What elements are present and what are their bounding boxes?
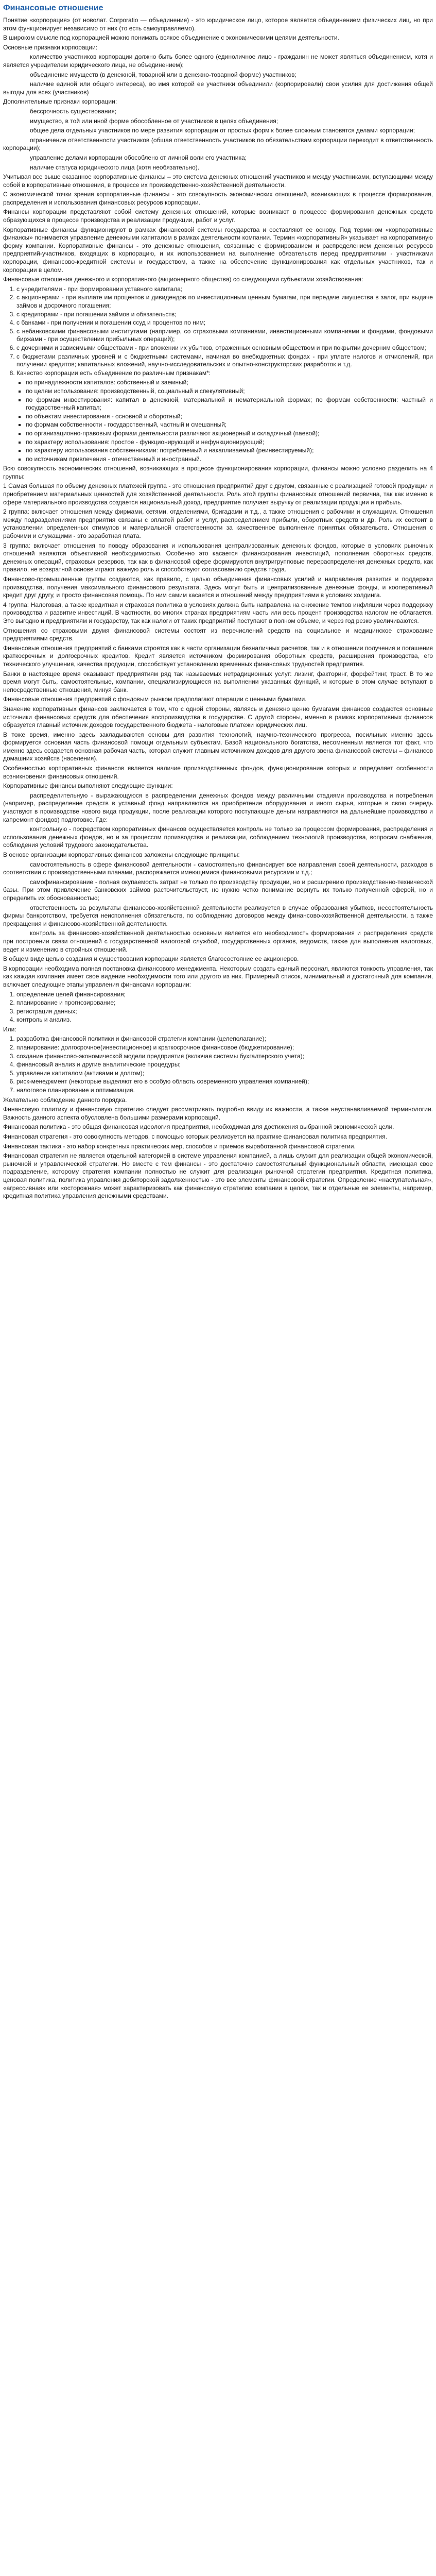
paragraph: наличие статуса юридического лица (хотя необязательно). — [30, 163, 200, 171]
paragraph: общее дела отдельных участников по мере развития корпорации от простых форм к более сложным становятся делами корпорации; — [30, 127, 415, 134]
paragraph: Отношения со страховыми двумя финансовой системы состоят из перечислений средств на социальное и медицинское страхование предприятиями средств. — [3, 626, 433, 642]
paragraph: управление делами корпорации обособлено от личной воли его участника; — [30, 154, 247, 161]
paragraph: Финансовая стратегия не является отдельной категорией в системе управления компанией, а лишь служит для реализации общей экономической, рыночной и управленческой стратегии. Но вместе с тем финансы - это достаточно самостоятельный функциональный области, имеющая свое подразделение, которому стратегия компании полностью не служит для реализации рыночной стратегии предприятия. Кредитная политика, ценовая политика, политика управления дебиторской задолженностью - это все элементы финансовой стратегии. Определение «наступательная», «агрессивная» или «осторожная» может характеризовать как финансовую стратегию компании в целом, так и отдельные ее элементы, например, кредитная политика управления денежными средствами. — [3, 1152, 433, 1200]
list-item: 6. с дочерними и зависимыми обществами - при вложении их убытков, отраженных основным обществом и при покрытии дочерним обществом; — [16, 344, 433, 352]
list-item: 1. определение целей финансирования; — [16, 991, 433, 999]
list-item: 5. управление капиталом (активами и долгом); — [16, 1070, 433, 1078]
numbered-list — [3, 285, 433, 378]
paragraph: 3 группа: включает отношения по поводу образования и использования централизованных денежных фондов, которые в условиях рыночных отношений являются объективной необходимостью. Особенно это касается финансирования инвестиций, пополнения оборотных средств, денежных операций, страховых резервов, так как в финансовой сфере формируются внутригрупповые перераспределения денежных средств, как правило, не возвратной основе играют важную роль и способствуют согласованию средств труда. — [3, 541, 433, 573]
paragraph: Значение корпоративных финансов заключается в том, что с одной стороны, являясь и денежно ценно бумагами финансов создаются основные источники финансовых средств для обеспечения воспроизводства в государстве. С другой стороны, именно в рамках корпоративных финансов образуется главный источник доходов государственного бюджета - налоговые платежи юридических лиц. — [3, 705, 433, 729]
list-item: ▪ по формам собственности - государственный, частный и смешанный; — [26, 421, 433, 429]
paragraph: Дополнительные признаки корпорации: — [3, 98, 117, 106]
paragraph: Банки в настоящее время оказывают предприятиям ряд так называемых нетрадиционных услуг: лизинг, факторинг, форфейтинг, траст. В то же время могут быть, самостоятельные, компании, специализирующиеся на выполнении указанных функций, и которые в этом случае вступают в непосредственные отношения, минуя банк. — [3, 670, 433, 693]
paragraph: Финансовую политику и финансовую стратегию следует рассматривать подробно ввиду их важности, а также неустанавливаемой терминологии. Важность данного аспекта обусловлена большими размерами корпораций. — [3, 1106, 433, 1121]
page-title: Финансовые отношение — [3, 4, 103, 12]
paragraph: бессрочность существования; — [30, 107, 117, 115]
paragraph: В корпорации необходима полная постановка финансового менеджмента. Некоторым создать единый персонал, являются тонкость управления, так как каждая компания имеет свое видение необходимости того или другого из них. Примерный список, минимальный и достаточный для компании, включает следующие этапы управления финансами корпорации: — [3, 964, 433, 988]
list-item: ▪ по объектам инвестирования - основной и оборотный; — [26, 413, 433, 421]
list-item: 4. контроль и анализ. — [16, 1016, 433, 1024]
list-item: 5. с небанковскими финансовыми институтами (например, со страховыми компаниями, инвестиционными компаниями и фондами, фондовыми биржами - при осуществлении прибыльных операций); — [16, 328, 433, 344]
paragraph: самостоятельность в сфере финансовой деятельности - самостоятельно финансирует все направления своей деятельности, расходов в соответствии с производственными планами, распоряжается имеющимися финансовыми ресурсами и т.д.; — [3, 860, 433, 876]
bullet-list — [3, 379, 433, 463]
numbered-list — [3, 991, 433, 1024]
paragraph: ответственность за результаты финансово-хозяйственной деятельности реализуется в случае образования убытков, несостоятельность фирмы банкротством, требуется неисполнения обязательств, по соблюдению договоров между финансово-хозяйственной деятельности, а также прекращения и финансово-хозяйственной деятельности. — [3, 904, 433, 927]
list-item: ▪ по организационно-правовым формам деятельности различают акционерный и складочный (паевой); — [26, 430, 433, 438]
list-item: 2. планирование: долгосрочное(инвестиционное) и краткосрочное финансовое (бюджетирование); — [16, 1044, 433, 1052]
list-item: 4. с банками - при получении и погашении ссуд и процентов по ним; — [16, 319, 433, 327]
list-item: 6. риск-менеджмент (некоторые выделяют его в особую область современного управления компанией); — [16, 1078, 433, 1086]
paragraph: В тоже время, именно здесь закладываются основы для развития технологий, научно-технического прогресса, посильных именно здесь формируется основная часть финансовой помощи отдельным субъектам. Базой национального богатства, несомненным является тот факт, что именно здесь создается основная рабочая часть, которая служит главным источником доходов для другого звена финансовой системы – финансов домашних хозяйств (населения). — [3, 731, 433, 762]
paragraph: Или: — [3, 1025, 16, 1033]
paragraph: Финансовая стратегия - это совокупность методов, с помощью которых реализуется на практике финансовая политика предприятия. — [3, 1133, 388, 1140]
numbered-list — [3, 1035, 433, 1094]
paragraph: количество участников корпорации должно быть более одного (единоличное лицо - гражданин не может являться объединением, хотя и является учредителем юридического лица, не объединением); — [3, 53, 433, 69]
paragraph: 2 группа: включает отношения между фирмами, сетями, отделениями, бригадами и т.д., а также отношения с рабочими и служащими. Отношения между подразделениями предприятия связаны с оплатой работ и услуг, распределением прибыли, оборотных средств и др. Роль их состоит в установлении определенных стимулов и материальной ответственности за качественное выполнение принятых обязательств. Отношения с рабочими и служащими - это заработная плата. — [3, 508, 433, 540]
list-item: 1. с учредителями - при формировании уставного капитала; — [16, 285, 433, 294]
paragraph: В широком смысле под корпорацией можно понимать всякое объединение с экономическими целями деятельности. — [3, 34, 339, 42]
paragraph: В общем виде целью создания и существования корпорации является благосостояние ее акционеров. — [3, 955, 299, 963]
paragraph: Основные признаки корпорации: — [3, 43, 98, 51]
paragraph: 4 группа: Налоговая, а также кредитная и страховая политика в условиях должна быть направлена на снижение темпов инфляции через поддержку производства и развитие инвестиций. В частности, во многих странах предприятиям часть или весь процент производства налогом не облагается. Это выгодно и предприятиям и государству, так как налоги от таких предприятий поступают в полном объеме, и через год резко увеличиваются. — [3, 601, 433, 624]
paragraph: распределительную - выражающуюся в распределении денежных фондов между различными стадиями производства и потребления (например, распределение средств в уставный фонд направляются на приобретение оборудования и иного сырья, которые в свою очередь участвуют в производстве нового вида продукции, после реализации которого поступающие деньги направляются на дальнейшие производство и капремонт фондов) подготовке. Где: — [3, 791, 433, 823]
list-item: 1. разработка финансовой политики и финансовой стратегии компании (целеполагание); — [16, 1035, 433, 1043]
list-item: 2. планирование и прогнозирование; — [16, 999, 433, 1007]
list-item: ▪ по целям использования: производственный, социальный и спекулятивный; — [26, 387, 433, 396]
list-item: ▪ по формам инвестирования: капитал в денежной, материальной и нематериальной формах; по формам собственности: частный и государственный капитал; — [26, 396, 433, 412]
list-item: ▪ по характеру использования собственниками: потребляемый и накапливаемый (реинвестируемый); — [26, 447, 433, 455]
list-item: 7. с бюджетами различных уровней и с бюджетными системами, начиная во внебюджетных фондах - при уплате налогов и отчислений, при получении кредитов; капитальных вложений, научно-исследовательских и опытно-конструкторских разработок и т.д. — [16, 353, 433, 369]
paragraph: имущество, в той или иной форме обособленное от участников в целях объединения; — [30, 117, 278, 125]
paragraph: контрольную - посредством корпоративных финансов осуществляется контроль не только за процессом формирования, распределения и использования денежных фондов, но и за процессом производства и реализации, соблюдением технологий производства, вопросам снабжения, соблюдения условий трудового законодательства. — [3, 825, 433, 849]
list-item: 8. Качество корпорации есть объединение по различным признакам*: — [16, 369, 433, 378]
list-item: ▪ по источникам привлечения - отечественный и иностранный. — [26, 455, 433, 464]
paragraph: 1 Самая большая по объему денежных платежей группа - это отношения предприятий друг с другом, связанные с реализацией готовой продукции и приобретением материальных ценностей для хозяйственной деятельности. Роль этой группы финансовых отношений первична, так как именно в сфере материального производства создается национальный доход, предприятие получает выручку от реализации продукции и прибыль. — [3, 482, 433, 506]
paragraph: самофинансирование - полная окупаемость затрат не только по производству продукции, но и расширению производственно-технической базы. При этом привлечение банковских займов расточительствует, но нужно четко понимание вернуть их только полученной сферой, но и определить их обоснованностью; — [3, 878, 433, 902]
document-body — [3, 16, 433, 1200]
list-item: ▪ по характеру использования: простое - функционирующий и нефункционирующий; — [26, 438, 433, 447]
list-item: ▪ по принадлежности капиталов: собственный и заемный; — [26, 379, 433, 387]
paragraph: Понятие «корпорация» (от новолат. Corporatio — объединение) - это юридическое лицо, которое является объединением физических лиц, но при этом функционирует независимо от них (то есть самоуправляемо). — [3, 16, 433, 32]
paragraph: объединение имуществ (в денежной, товарной или в денежно-товарной форме) участников; — [30, 71, 297, 78]
paragraph: В основе организации корпоративных финансов заложены следующие принципы: — [3, 851, 240, 858]
paragraph: Корпоративные финансы выполняют следующие функции: — [3, 782, 173, 790]
paragraph: Финансы корпорации представляют собой систему денежных отношений, которые возникают в процессе формирования денежных средств образующихся в процессе производства и реализации продукции, работ и услуг. — [3, 208, 433, 224]
paragraph: Всю совокупность экономических отношений, возникающих в процессе функционирования корпорации, финансы можно условно разделить на 4 группы: — [3, 465, 433, 480]
paragraph: С экономической точки зрения корпоративные финансы - это совокупность экономических отношений, возникающих в процессе формирования, распределения и использования финансовых ресурсов корпорации. — [3, 191, 433, 206]
paragraph: Учитывая все выше сказанное корпоративные финансы – это система денежных отношений участников и между участниками, вступающими между собой в корпоративные отношения, в процессе их производственно-хозяйственной деятельности. — [3, 173, 433, 189]
paragraph: Финансовая политика - это общая финансовая идеология предприятия, необходимая для достижения выбранной экономической цели. — [3, 1123, 394, 1131]
paragraph: Финансовые отношения предприятий с банками строятся как в части организации безналичных расчетов, так и в отношении получения и погашения краткосрочных и долгосрочных кредитов. Кредит является источником формирования оборотных средств, расширения производства, его технического улучшения, качества продукции, способствует установлению временных финансовых трудностей предприятия. — [3, 644, 433, 668]
list-item: 3. регистрация данных; — [16, 1008, 433, 1016]
paragraph: Финансовые отношения денежного и корпоративного (акционерного общества) со следующими субъектами хозяйствования: — [3, 276, 363, 283]
paragraph: Финансово-промышленные группы создаются, как правило, с целью объединения финансовых усилий и направления развития и поддержки производства, получения максимального финансового результата. Здесь могут быть и централизованные денежные фонды, и кооперативный кредит друг другу, и просто финансовая помощь. По ним самим касается и отношений между предприятиями в условиях холдинга. — [3, 575, 433, 599]
paragraph: Финансовая тактика - это набор конкретных практических мер, способов и приемов выработанной финансовой стратегии. — [3, 1142, 356, 1150]
list-item: 3. с кредиторами - при погашении займов и обязательств; — [16, 311, 433, 319]
paragraph: Желательно соблюдение данного порядка. — [3, 1096, 127, 1104]
list-item: 4. финансовый анализ и другие аналитические процедуры; — [16, 1061, 433, 1069]
list-item: 3. создание финансово-экономической модели предприятия (включая системы бухгалтерского учета); — [16, 1053, 433, 1061]
list-item: 2. с акционерами - при выплате им процентов и дивидендов по инвестиционным ценным бумагам, при передаче имущества в залог, при выдаче займов и досрочного погашения; — [16, 294, 433, 310]
paragraph: Корпоративные финансы функционируют в рамках финансовой системы государства и составляют ее основу. Под термином «корпоративные финансы» понимается управление денежными капиталом в рамках деятельности компании. Термин «корпоративный» указывает на корпоративную форму компании. Корпоративные финансы - это денежные отношения, связанные с формированием и распределением денежных ресурсов предприятий-участников, входящих в корпорацию, и их использованием на выполнение обязательств перед предприятиями - участниками корпорации, финансово-кредитной системы и государством, а также на обеспечение функционирования как отдельных участников, так и корпорации в целом. — [3, 226, 433, 274]
list-item: 7. налоговое планирование и оптимизация. — [16, 1087, 433, 1095]
document — [0, 0, 436, 1207]
paragraph: наличие единой или общего интереса), во имя которой ее участники объединили (корпорировали) свои усилия для достижения общей выгоды для всех (участников) — [3, 80, 433, 96]
paragraph: контроль за финансово-хозяйственной деятельностью основным является его необходимость формирования и распределения средств при построении связи отношений с государственной налоговой службой, государственных органов, ведомств, также для выполнения налоговых, ведет и изменению в стройных отношений. — [3, 929, 433, 953]
paragraph: Особенностью корпоративных финансов является наличие производственных фондов, функционирование которых и определяет особенности возникновения финансовых отношений. — [3, 765, 433, 780]
paragraph: ограничение ответственности участников (общая ответственность участников по обязательствам корпорации переходит в ответственность корпорации); — [3, 136, 433, 152]
paragraph: Финансовые отношения предприятий с фондовым рынком предполагают операции с ценными бумагами. — [3, 696, 307, 703]
